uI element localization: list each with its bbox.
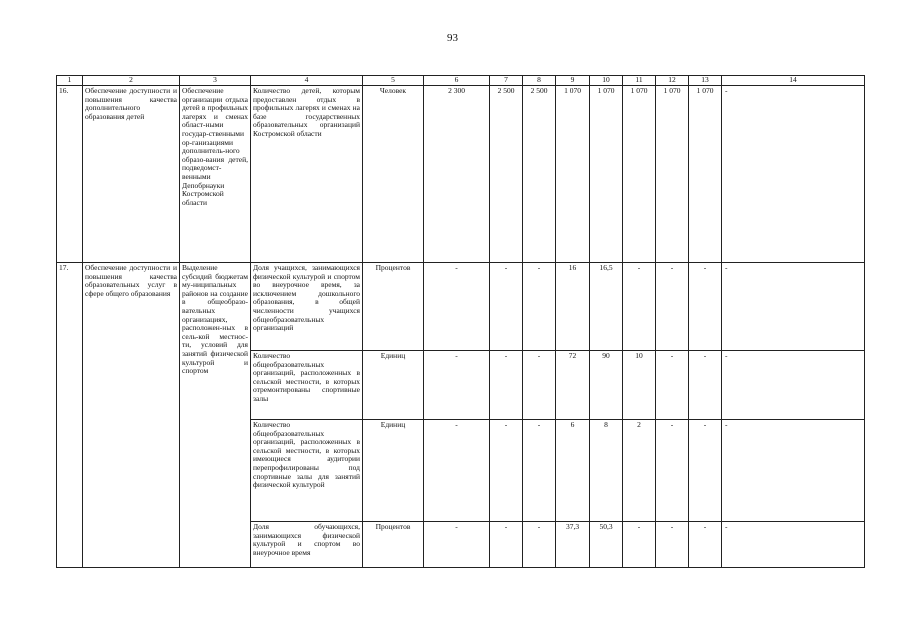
value-cell: 72 (556, 351, 590, 420)
value-cell: - (722, 522, 865, 568)
measure-name: Обеспечение организации отдыха детей в профильных лагерях и сменах област-ными государ-ственными ор-ганизациями дополнитель-ного образо-вания детей, подведомст-венными Депобрнауки Костромской области (180, 86, 251, 263)
value-cell: 1 070 (656, 86, 689, 263)
value-cell: - (523, 522, 556, 568)
unit: Процентов (363, 522, 424, 568)
value-cell: - (424, 522, 490, 568)
measure-name: Выделение субсидий бюджетам му-ниципальных районов на создание в общеобразо-вательных организациях, расположен-ных в сель-кой местнос-ти, условий для занятий физической культурой и спортом (180, 263, 251, 568)
unit: Процентов (363, 263, 424, 351)
unit: Единиц (363, 351, 424, 420)
value-cell: - (490, 420, 523, 522)
value-cell: - (490, 522, 523, 568)
indicator-name: Количество детей, которым предоставлен отдых в профильных лагерях и сменах на базе государственных образовательных организаций Костромской области (251, 86, 363, 263)
value-cell: 1 070 (556, 86, 590, 263)
row-number: 16. (57, 86, 83, 263)
value-cell: 1 070 (623, 86, 656, 263)
table-row (57, 263, 865, 351)
value-cell: 2 300 (424, 86, 490, 263)
value-cell: 6 (556, 420, 590, 522)
value-cell: 8 (590, 420, 623, 522)
header-cell: 11 (623, 76, 656, 86)
value-cell: 1 070 (590, 86, 623, 263)
value-cell: 37,3 (556, 522, 590, 568)
value-cell: - (523, 420, 556, 522)
value-cell: 2 500 (490, 86, 523, 263)
header-cell: 9 (556, 76, 590, 86)
value-cell: - (722, 420, 865, 522)
value-cell: - (722, 86, 865, 263)
unit: Человек (363, 86, 424, 263)
value-cell: 10 (623, 351, 656, 420)
value-cell: - (424, 263, 490, 351)
value-cell: - (623, 522, 656, 568)
value-cell: 2 (623, 420, 656, 522)
header-cell: 8 (523, 76, 556, 86)
table-row (57, 86, 865, 263)
row-number: 17. (57, 263, 83, 568)
header-cell: 5 (363, 76, 424, 86)
page-number: 93 (447, 32, 458, 44)
value-cell: - (523, 351, 556, 420)
value-cell: 16 (556, 263, 590, 351)
value-cell: 16,5 (590, 263, 623, 351)
header-cell: 7 (490, 76, 523, 86)
value-cell: - (656, 420, 689, 522)
value-cell: - (424, 420, 490, 522)
header-row (57, 76, 865, 86)
value-cell: - (722, 263, 865, 351)
header-cell: 4 (251, 76, 363, 86)
value-cell: - (656, 263, 689, 351)
unit: Единиц (363, 420, 424, 522)
header-cell: 14 (722, 76, 865, 86)
value-cell: 1 070 (689, 86, 722, 263)
header-cell: 10 (590, 76, 623, 86)
value-cell: - (490, 351, 523, 420)
header-cell: 6 (424, 76, 490, 86)
task-name: Обеспечение доступности и повышения качества образовательных услуг в сфере общего образования (83, 263, 180, 568)
header-cell: 12 (656, 76, 689, 86)
value-cell: - (623, 263, 656, 351)
header-cell: 13 (689, 76, 722, 86)
indicator-name: Количество общеобразовательных организаций, расположенных в сельской местности, в которых имеющиеся аудитории перепрофилированы под спортивные залы для занятий физической культурой (251, 420, 363, 522)
value-cell: - (523, 263, 556, 351)
value-cell: - (689, 522, 722, 568)
value-cell: 90 (590, 351, 623, 420)
value-cell: - (656, 522, 689, 568)
value-cell: - (689, 263, 722, 351)
task-name: Обеспечение доступности и повышения качества дополнительного образования детей (83, 86, 180, 263)
header-cell: 2 (83, 76, 180, 86)
header-cell: 3 (180, 76, 251, 86)
indicator-name: Доля учащихся, занимающихся физической культурой и спортом во внеурочное время, за исключением дошкольного образования, в общей численности учащихся общеобразовательных организаций (251, 263, 363, 351)
value-cell: 50,3 (590, 522, 623, 568)
header-cell: 1 (57, 76, 83, 86)
indicators-table (56, 75, 865, 568)
value-cell: - (722, 351, 865, 420)
value-cell: - (689, 420, 722, 522)
value-cell: - (424, 351, 490, 420)
value-cell: - (689, 351, 722, 420)
value-cell: - (490, 263, 523, 351)
indicator-name: Количество общеобразовательных организаций, расположенных в сельской местности, в которых отремонтированы спортивные залы (251, 351, 363, 420)
indicator-name: Доля обучающихся, занимающихся физической культурой и спортом во внеурочное время (251, 522, 363, 568)
value-cell: 2 500 (523, 86, 556, 263)
value-cell: - (656, 351, 689, 420)
